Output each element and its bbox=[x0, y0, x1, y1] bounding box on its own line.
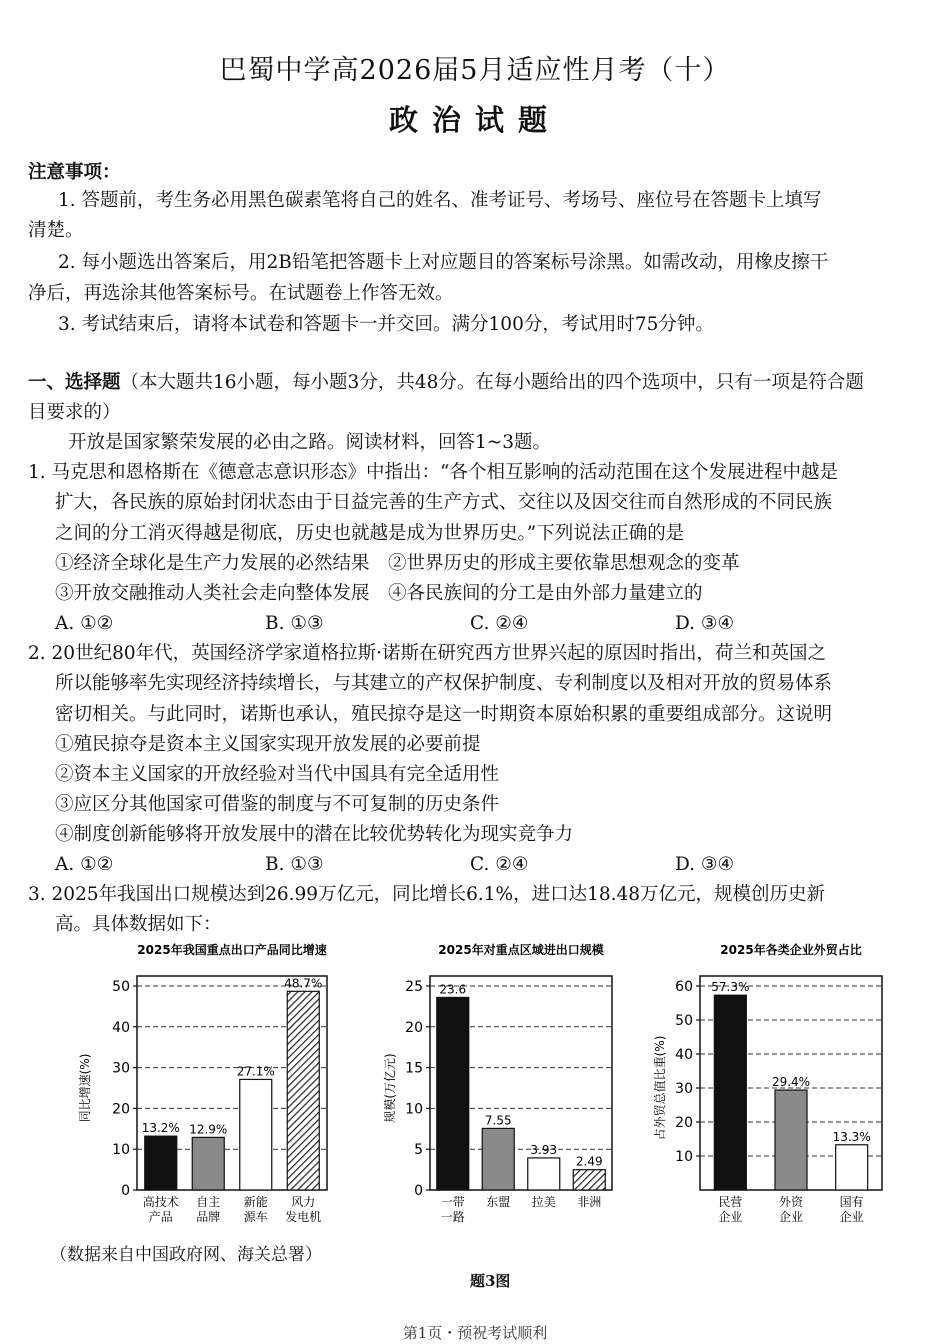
x-tick-label: 发电机 bbox=[285, 1210, 322, 1224]
option-b[interactable]: B. ①③ bbox=[265, 854, 324, 875]
data-label: 23.6 bbox=[439, 982, 467, 997]
q1-stem: 1. 马克思和恩格斯在《德意志意识形态》中指出：“各个相互影响的活动范围在这个发展进程中越是 bbox=[28, 462, 838, 483]
option-c[interactable]: C. ②④ bbox=[470, 854, 529, 875]
notice-line: 1. 答题前，考生务必用黑色碳素笔将自己的姓名、准考证号、考场号、座位号在答题卡上填写 bbox=[58, 190, 822, 211]
figure-caption: 题3图 bbox=[470, 1272, 511, 1290]
q1-item: ①经济全球化是生产力发展的必然结果 ②世界历史的形成主要依靠思想观念的变革 bbox=[55, 553, 740, 574]
x-tick-label: 源车 bbox=[243, 1210, 268, 1224]
chart-export-growth bbox=[75, 938, 345, 1230]
y-tick-label: 20 bbox=[675, 1115, 693, 1131]
notice-line: 净后，再选涂其他答案标号。在试题卷上作答无效。 bbox=[28, 283, 454, 304]
x-tick-label: 品牌 bbox=[196, 1210, 221, 1224]
x-tick-label: 产品 bbox=[148, 1210, 173, 1224]
y-tick-label: 20 bbox=[405, 1019, 423, 1036]
q1-item: ③开放交融推动人类社会走向整体发展 ④各民族间的分工是由外部力量建立的 bbox=[55, 583, 703, 604]
q2-stem: 2. 20世纪80年代，英国经济学家道格拉斯·诺斯在研究西方世界兴起的原因时指出，荷兰和英国之 bbox=[28, 643, 826, 664]
q2-stem: 密切相关。与此同时，诺斯也承认，殖民掠夺是这一时期资本原始积累的重要组成部分。这说明 bbox=[55, 704, 833, 725]
chart-title: 2025年我国重点出口产品同比增速 bbox=[137, 943, 327, 957]
subject-title: 政治试题 bbox=[388, 103, 561, 137]
option-b[interactable]: B. ①③ bbox=[265, 613, 324, 634]
data-label: 27.1% bbox=[236, 1064, 275, 1079]
x-tick-label: 高技术 bbox=[142, 1195, 179, 1209]
x-tick-label: 拉美 bbox=[531, 1195, 556, 1209]
bar bbox=[836, 1145, 868, 1190]
bar bbox=[482, 1128, 514, 1190]
chart-enterprise-share bbox=[650, 938, 890, 1230]
y-tick-label: 30 bbox=[675, 1081, 693, 1097]
notice-line: 2. 每小题选出答案后，用2B铅笔把答题卡上对应题目的答案标号涂黑。如需改动，用橡皮擦干 bbox=[58, 252, 829, 273]
y-tick-label: 5 bbox=[414, 1142, 423, 1159]
notice-line: 3. 考试结束后，请将本试卷和答题卡一并交回。满分100分，考试用时75分钟。 bbox=[58, 314, 714, 335]
x-tick-label: 国有 bbox=[839, 1195, 864, 1209]
option-c[interactable]: C. ②④ bbox=[470, 613, 529, 634]
y-tick-label: 40 bbox=[675, 1047, 693, 1063]
q3-stem: 3. 2025年我国出口规模达到26.99万亿元，同比增长6.1%，进口达18.48万亿元，规模创历史新 bbox=[28, 884, 826, 905]
q2-stem: 所以能够率先实现经济持续增长，与其建立的产权保护制度、专利制度以及相对开放的贸易体系 bbox=[55, 673, 833, 694]
chart-title: 2025年对重点区域进出口规模 bbox=[438, 943, 604, 957]
data-label: 48.7% bbox=[284, 976, 323, 991]
q2-item: ①殖民掠夺是资本主义国家实现开放发展的必要前提 bbox=[55, 734, 481, 755]
section-title: 一、选择题 bbox=[28, 372, 121, 393]
y-tick-label: 40 bbox=[112, 1019, 130, 1036]
y-tick-label: 25 bbox=[405, 979, 423, 995]
chart-region-trade bbox=[380, 938, 630, 1230]
data-label: 7.55 bbox=[484, 1113, 512, 1128]
data-label: 29.4% bbox=[771, 1075, 811, 1090]
data-label: 13.2% bbox=[141, 1121, 180, 1136]
exam-title: 巴蜀中学高2026届5月适应性月考（十） bbox=[219, 55, 731, 86]
x-tick-label: 新能 bbox=[243, 1195, 268, 1209]
q2-item: ③应区分其他国家可借鉴的制度与不可复制的历史条件 bbox=[55, 794, 500, 815]
y-tick-label: 60 bbox=[675, 979, 693, 995]
data-label: 13.3% bbox=[832, 1129, 871, 1144]
x-tick-label: 一路 bbox=[440, 1210, 465, 1224]
y-axis-label: 规模(万亿元) bbox=[383, 1053, 397, 1123]
q2-item: ②资本主义国家的开放经验对当代中国具有完全适用性 bbox=[55, 764, 500, 785]
y-tick-label: 10 bbox=[112, 1142, 130, 1159]
y-tick-label: 50 bbox=[112, 979, 130, 995]
q3-stem: 高。具体数据如下： bbox=[55, 914, 222, 935]
x-tick-label: 企业 bbox=[718, 1210, 743, 1224]
x-tick-label: 东盟 bbox=[486, 1195, 511, 1209]
x-tick-label: 非洲 bbox=[577, 1195, 602, 1209]
y-tick-label: 0 bbox=[414, 1183, 423, 1199]
page-footer: 第1页・预祝考试顺利 bbox=[402, 1324, 548, 1342]
notice-line: 清楚。 bbox=[28, 220, 84, 241]
chart-title: 2025年各类企业外贸占比 bbox=[720, 943, 862, 957]
bar bbox=[714, 995, 746, 1190]
data-label: 3.93 bbox=[530, 1142, 558, 1157]
notice-heading: 注意事项： bbox=[28, 162, 121, 183]
bar bbox=[287, 991, 319, 1190]
section-intro: 开放是国家繁荣发展的必由之路。阅读材料，回答1~3题。 bbox=[68, 432, 552, 453]
data-label: 12.9% bbox=[189, 1122, 228, 1137]
bar bbox=[192, 1137, 224, 1190]
x-tick-label: 风力 bbox=[291, 1195, 316, 1209]
data-source: （数据来自中国政府网、海关总署） bbox=[50, 1245, 322, 1265]
bar bbox=[437, 997, 469, 1190]
x-tick-label: 自主 bbox=[196, 1195, 221, 1209]
section-heading bbox=[28, 368, 933, 398]
y-axis-label: 占外贸总值比重(%) bbox=[653, 1035, 667, 1141]
data-label: 57.3% bbox=[711, 980, 750, 995]
y-tick-label: 10 bbox=[675, 1149, 693, 1165]
x-tick-label: 企业 bbox=[778, 1210, 804, 1224]
x-tick-label: 外资 bbox=[778, 1195, 804, 1209]
x-tick-label: 一带 bbox=[440, 1195, 465, 1209]
x-tick-label: 民营 bbox=[718, 1195, 743, 1209]
y-tick-label: 0 bbox=[121, 1183, 130, 1199]
section-desc-cont: 目要求的） bbox=[28, 402, 121, 423]
q1-stem: 之间的分工消灭得越是彻底，历史也就越是成为世界历史。”下列说法正确的是 bbox=[55, 523, 685, 544]
y-tick-label: 15 bbox=[405, 1060, 423, 1077]
y-tick-label: 50 bbox=[675, 1013, 693, 1029]
y-tick-label: 10 bbox=[405, 1101, 423, 1118]
y-tick-label: 30 bbox=[112, 1060, 130, 1077]
option-d[interactable]: D. ③④ bbox=[675, 613, 735, 634]
bar bbox=[573, 1170, 605, 1190]
option-a[interactable]: A. ①② bbox=[55, 613, 114, 634]
option-a[interactable]: A. ①② bbox=[55, 854, 114, 875]
x-tick-label: 企业 bbox=[839, 1210, 864, 1224]
y-tick-label: 20 bbox=[112, 1101, 130, 1118]
bar bbox=[528, 1158, 560, 1190]
section-desc: （本大题共16小题，每小题3分，共48分。在每小题给出的四个选项中，只有一项是符合题 bbox=[120, 372, 864, 393]
y-axis-label: 同比增速(%) bbox=[78, 1053, 92, 1123]
q2-item: ④制度创新能够将开放发展中的潜在比较优势转化为现实竞争力 bbox=[55, 824, 574, 845]
data-label: 2.49 bbox=[575, 1154, 603, 1169]
bar bbox=[240, 1079, 272, 1190]
q1-stem: 扩大，各民族的原始封闭状态由于日益完善的生产方式、交往以及因交往而自然形成的不同民族 bbox=[55, 492, 833, 513]
option-d[interactable]: D. ③④ bbox=[675, 854, 735, 875]
bar bbox=[775, 1090, 807, 1190]
bar bbox=[145, 1136, 177, 1190]
